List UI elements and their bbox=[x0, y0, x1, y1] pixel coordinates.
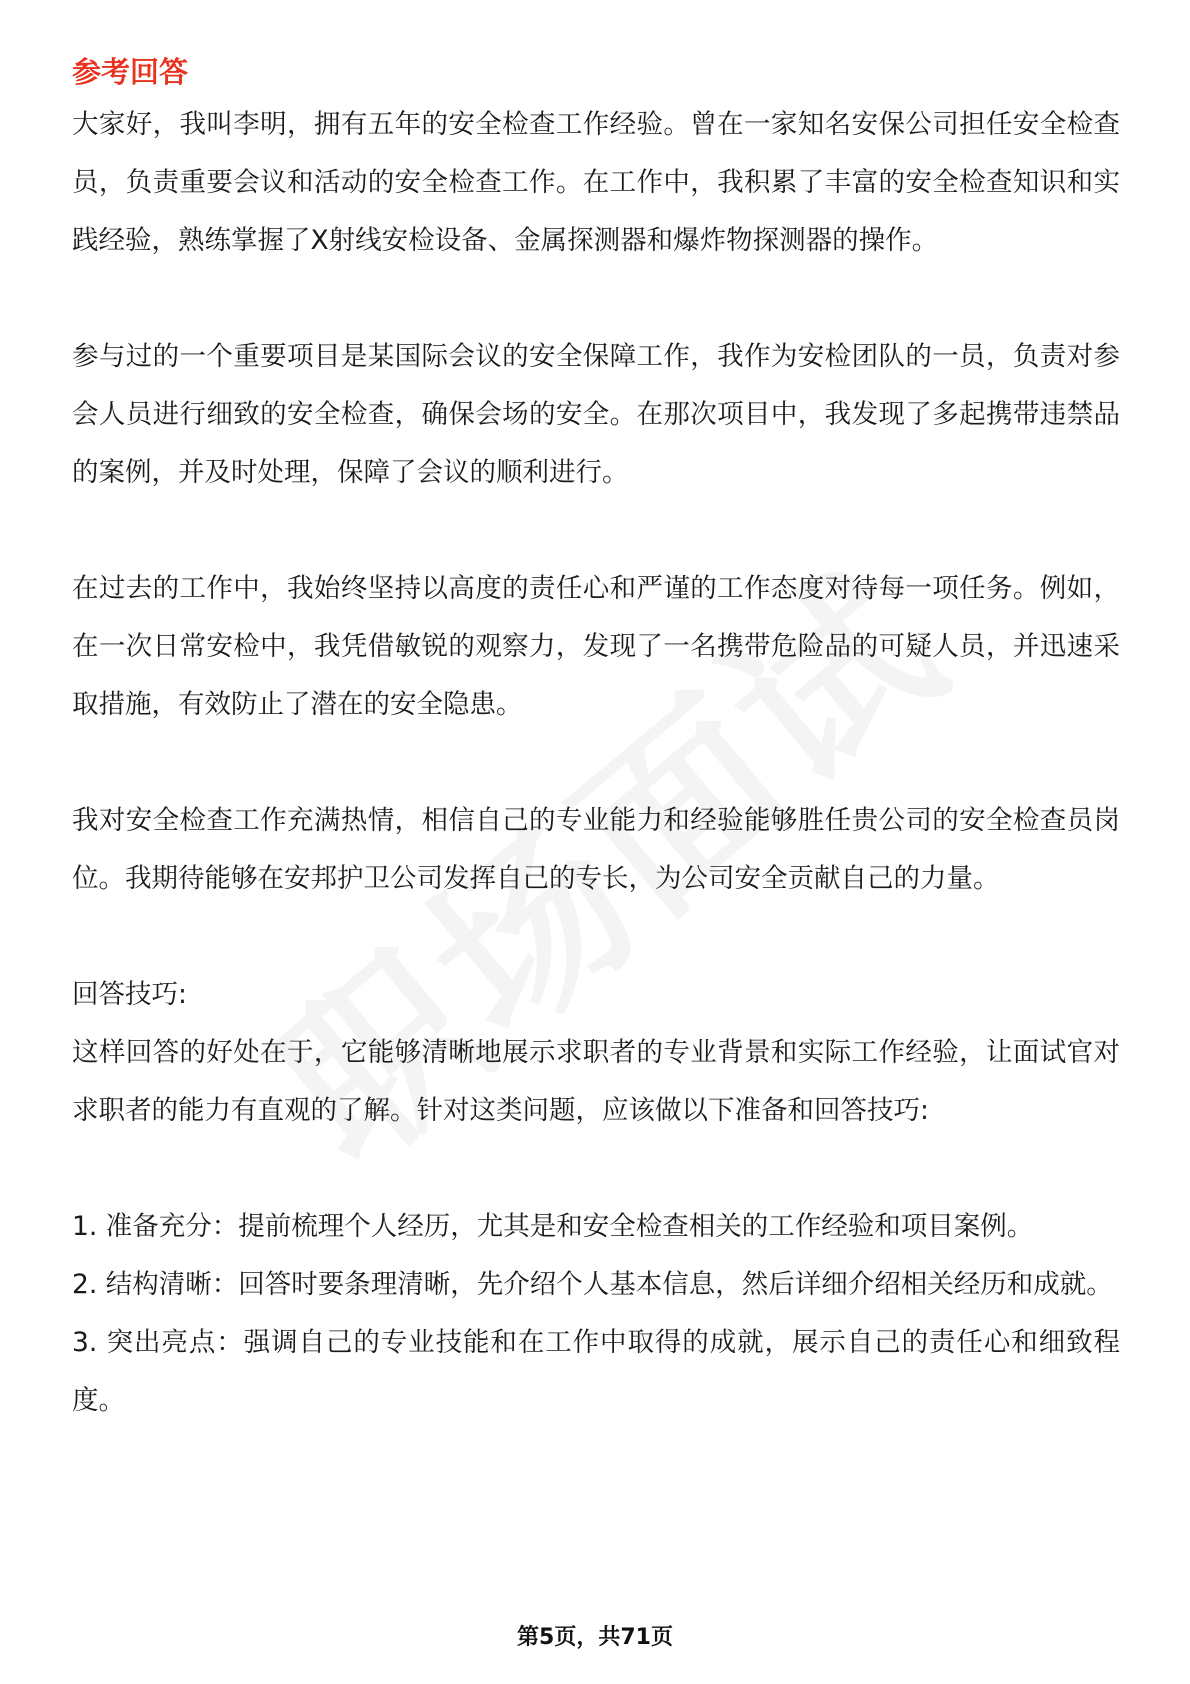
spacer bbox=[72, 908, 1120, 966]
tips-list-item: 3. 突出亮点：强调自己的专业技能和在工作中取得的成就，展示自己的责任心和细致程度。 bbox=[72, 1327, 1120, 1416]
spacer bbox=[72, 270, 1120, 328]
paragraph-attitude: 在过去的工作中，我始终坚持以高度的责任心和严谨的工作态度对待每一项任务。例如，在一次日常安检中，我凭借敏锐的观察力，发现了一名携带危险品的可疑人员，并迅速采取措施，有效防止了潜在的安全隐患。 bbox=[72, 573, 1120, 720]
tips-intro: 这样回答的好处在于，它能够清晰地展示求职者的专业背景和实际工作经验，让面试官对求职者的能力有直观的了解。针对这类问题，应该做以下准备和回答技巧: bbox=[72, 1037, 1120, 1126]
spacer bbox=[72, 502, 1120, 560]
spacer bbox=[72, 734, 1120, 792]
spacer bbox=[72, 1140, 1120, 1198]
tips-list-item: 1. 准备充分：提前梳理个人经历，尤其是和安全检查相关的工作经验和项目案例。 bbox=[72, 1211, 1034, 1242]
section-title: 参考回答 bbox=[72, 55, 189, 89]
paragraph-intro: 大家好，我叫李明，拥有五年的安全检查工作经验。曾在一家知名安保公司担任安全检查员，负责重要会议和活动的安全检查工作。在工作中，我积累了丰富的安全检查知识和实践经验，熟练掌握了X射线安检设备、金属探测器和爆炸物探测器的操作。 bbox=[72, 109, 1120, 256]
paragraph-closing: 我对安全检查工作充满热情，相信自己的专业能力和经验能够胜任贵公司的安全检查员岗位。我期待能够在安邦护卫公司发挥自己的专长，为公司安全贡献自己的力量。 bbox=[72, 805, 1120, 894]
paragraph-project: 参与过的一个重要项目是某国际会议的安全保障工作，我作为安检团队的一员，负责对参会人员进行细致的安全检查，确保会场的安全。在那次项目中，我发现了多起携带违禁品的案例，并及时处理，保障了会议的顺利进行。 bbox=[72, 341, 1120, 488]
content-body bbox=[72, 48, 1120, 1430]
tips-list-item: 2. 结构清晰：回答时要条理清晰，先介绍个人基本信息，然后详细介绍相关经历和成就。 bbox=[72, 1269, 1113, 1300]
page-number: 第5页，共71页 bbox=[517, 1625, 673, 1650]
tips-title: 回答技巧: bbox=[72, 979, 187, 1010]
